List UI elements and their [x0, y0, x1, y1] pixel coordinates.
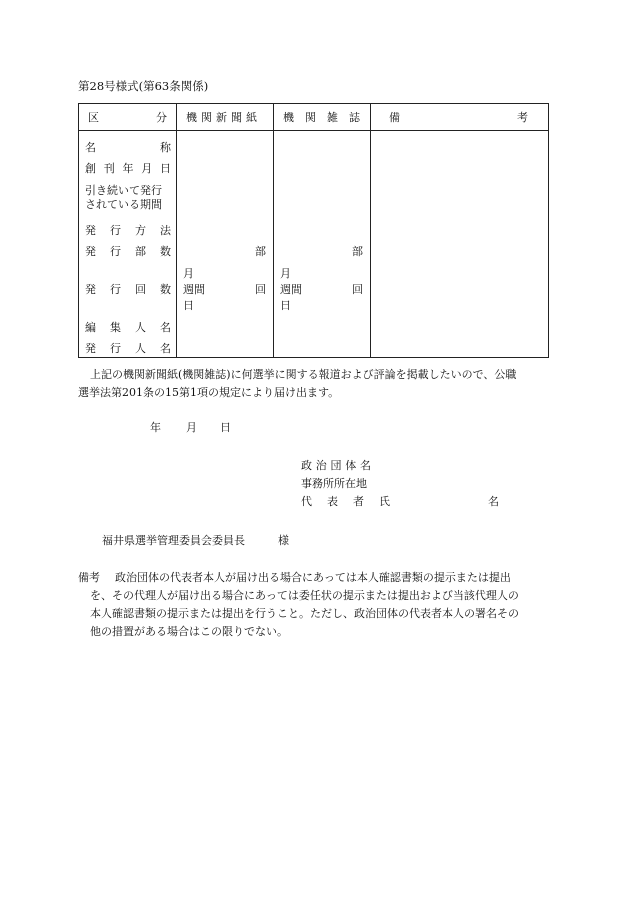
notification-table [78, 103, 549, 358]
header-remarks: 備 考 [371, 104, 549, 131]
note-line-3: 本人確認書類の提示または提出を行うこと。ただし、政治団体の代表者本人の署名その [90, 607, 519, 620]
note-line-2: を、その代理人が届け出る場合にあっては委任状の提示または提出および当該代理人の [90, 589, 519, 602]
office-address-label: 事務所所在地 [301, 477, 367, 490]
row-labels [79, 131, 177, 358]
header-category: 区 分 [79, 104, 177, 131]
newspaper-copies-unit: 部 [255, 245, 266, 258]
org-name-label: 政 治 団 体 名 [301, 459, 371, 472]
representative-name-suffix: 名 [488, 495, 499, 508]
representative-label: 代 表 者 氏 [301, 495, 390, 508]
date-month: 月 [186, 421, 197, 434]
label-method: 発 行 方 法 [85, 224, 171, 237]
note-line-4: 他の措置がある場合はこの限りでない。 [90, 625, 288, 638]
label-name: 名 称 [85, 141, 171, 154]
statement-line-2: 選挙法第201条の15第1項の規定により届け出ます。 [78, 386, 340, 399]
label-frequency: 発 行 回 数 [85, 283, 171, 296]
magazine-day-unit: 日 [280, 299, 291, 312]
newspaper-month-unit: 月 [183, 267, 194, 280]
form-title: 第28号様式(第63条関係) [78, 79, 209, 93]
date-year: 年 [150, 421, 161, 434]
label-editor: 編 集 人 名 [85, 321, 171, 334]
header-magazine: 機関雑誌 [274, 104, 371, 131]
magazine-month-unit: 月 [280, 267, 291, 280]
header-newspaper: 機関新聞紙 [177, 104, 274, 131]
label-continuous-1: 引き続いて発行 [85, 184, 162, 197]
newspaper-day-unit: 日 [183, 299, 194, 312]
magazine-copies-unit: 部 [352, 245, 363, 258]
date-day: 日 [220, 421, 231, 434]
label-founded: 創 刊 年 月 日 [85, 162, 171, 175]
statement-line-1: 上記の機関新聞紙(機関雑誌)に何選挙に関する報道および評論を掲載したいので、公職 [90, 368, 517, 381]
magazine-times-unit: 回 [352, 283, 363, 296]
label-publisher: 発 行 人 名 [85, 342, 171, 355]
note-line-1: 政治団体の代表者本人が届け出る場合にあっては本人確認書類の提示または提出 [115, 571, 511, 584]
magazine-week-unit: 週間 [280, 283, 302, 296]
label-continuous-2: されている期間 [85, 198, 162, 211]
newspaper-times-unit: 回 [255, 283, 266, 296]
addressee: 福井県選挙管理委員会委員長 [102, 534, 245, 547]
magazine-column [274, 131, 371, 358]
note-label: 備考 [78, 571, 100, 584]
remarks-column [371, 131, 549, 358]
newspaper-column [177, 131, 274, 358]
label-copies: 発 行 部 数 [85, 245, 171, 258]
newspaper-week-unit: 週間 [183, 283, 205, 296]
honorific: 様 [278, 534, 289, 547]
